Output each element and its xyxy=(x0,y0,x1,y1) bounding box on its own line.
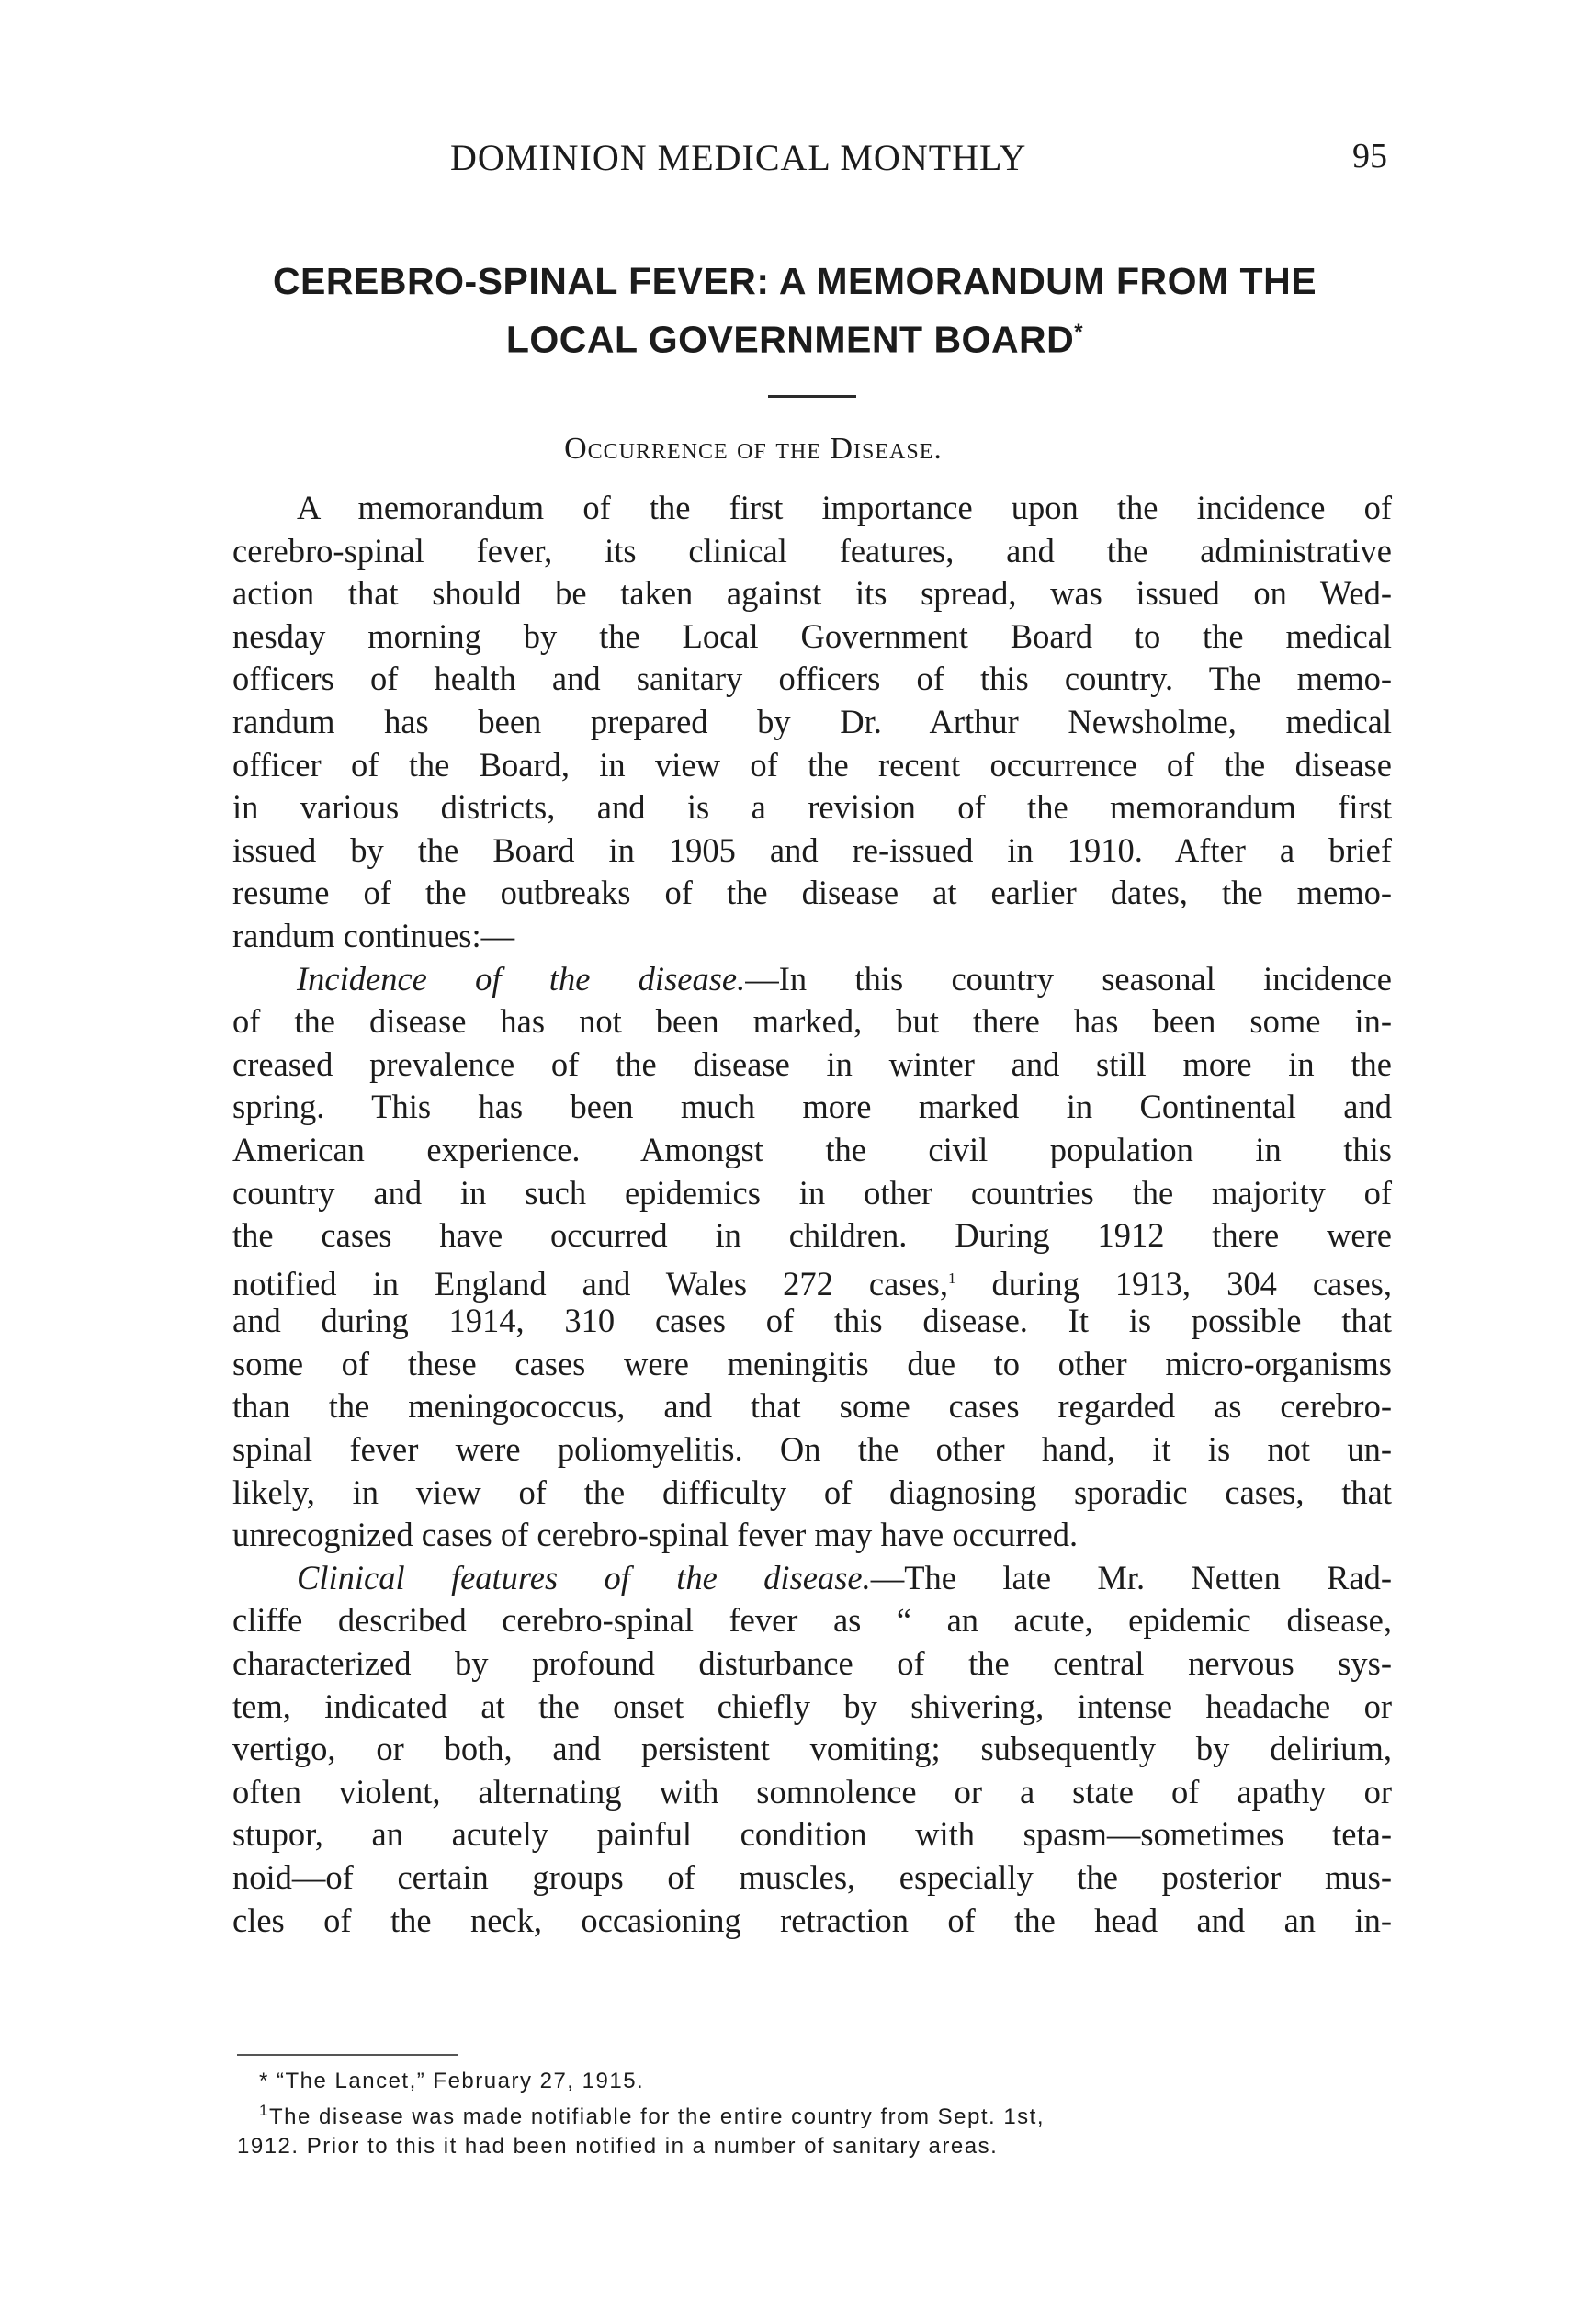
body-line: spinal fever were poliomyelitis. On the other hand, it is not un- xyxy=(232,1430,1392,1469)
subsection-heading-incidence: Incidence of the disease. xyxy=(297,959,746,998)
body-line: of the disease has not been marked, but there has been some in- xyxy=(232,1002,1392,1041)
article-title-line-2 xyxy=(248,307,1341,366)
footnote-star: * “The Lancet,” February 27, 1915. xyxy=(259,2069,645,2093)
body-line: resume of the outbreaks of the disease at earlier dates, the memo- xyxy=(232,874,1392,912)
body-line-text: —The late Mr. Netten Rad- xyxy=(870,1558,1392,1596)
body-line: noid—of certain groups of muscles, especially the posterior mus- xyxy=(232,1858,1392,1896)
page-number: 95 xyxy=(1352,137,1387,175)
body-line: nesday morning by the Local Government Board to the medical xyxy=(232,616,1392,655)
body-line xyxy=(232,958,1392,1001)
body-line: than the meningococcus, and that some cases regarded as cerebro- xyxy=(232,1387,1392,1426)
footnotes xyxy=(237,2067,1413,2161)
body-line: and during 1914, 310 cases of this disease. It is possible that xyxy=(232,1302,1392,1340)
body-line: often violent, alternating with somnolence or a state of apathy or xyxy=(232,1772,1392,1811)
body-line: in various districts, and is a revision of the memorandum first xyxy=(232,788,1392,827)
body-line-text: during 1913, 304 cases, xyxy=(955,1264,1392,1303)
article-body xyxy=(232,487,1392,1942)
body-line: randum has been prepared by Dr. Arthur Newsholme, medical xyxy=(232,702,1392,740)
article-title-line-1: CEREBRO-SPINAL FEVER: A MEMORANDUM FROM THE xyxy=(272,260,1317,302)
body-line: vertigo, or both, and persistent vomiting; subsequently by delirium, xyxy=(232,1730,1392,1768)
body-line xyxy=(232,1557,1392,1600)
title-footnote-mark: * xyxy=(1074,320,1084,344)
footnote-divider xyxy=(237,2054,458,2056)
subsection-heading-clinical: Clinical features of the disease. xyxy=(297,1558,871,1596)
body-line: cerebro-spinal fever, its clinical features, and the administrative xyxy=(232,531,1392,570)
body-line: some of these cases were meningitis due to other micro-organisms xyxy=(232,1344,1392,1382)
title-divider-rule xyxy=(768,395,856,398)
body-line: likely, in view of the difficulty of diagnosing sporadic cases, that xyxy=(232,1472,1392,1511)
body-line: spring. This has been much more marked in Continental and xyxy=(232,1088,1392,1126)
article-title-line-2-text: LOCAL GOVERNMENT BOARD xyxy=(505,318,1075,361)
body-line: cliffe described cerebro-spinal fever as “ an acute, epidemic disease, xyxy=(232,1601,1392,1640)
body-line: officer of the Board, in view of the recent occurrence of the disease xyxy=(232,745,1392,784)
body-line: country and in such epidemics in other countries the majority of xyxy=(232,1173,1392,1212)
body-line xyxy=(232,1258,1392,1301)
body-line: stupor, an acutely painful condition with spasm—sometimes teta- xyxy=(232,1815,1392,1854)
journal-title: DOMINION MEDICAL MONTHLY xyxy=(450,137,1027,178)
body-line: creased prevalence of the disease in winter and still more in the xyxy=(232,1044,1392,1083)
body-line: tem, indicated at the onset chiefly by shivering, intense headache or xyxy=(232,1687,1392,1725)
body-line: cles of the neck, occasioning retraction of the head and an in- xyxy=(232,1901,1392,1939)
footnote-ref-1: 1 xyxy=(948,1269,956,1287)
running-header xyxy=(239,136,1387,191)
body-line: characterized by profound disturbance of the central nervous sys- xyxy=(232,1644,1392,1683)
article-title xyxy=(248,255,1341,366)
body-line: A memorandum of the first importance upon the incidence of xyxy=(297,489,1392,526)
body-line: the cases have occurred in children. During 1912 there were xyxy=(232,1216,1392,1255)
body-line-text: —In this country seasonal incidence xyxy=(745,959,1392,998)
body-line: action that should be taken against its spread, was issued on Wed- xyxy=(232,574,1392,613)
footnote-1-mark: 1 xyxy=(259,2102,269,2119)
body-line: issued by the Board in 1905 and re-issued in 1910. After a brief xyxy=(232,830,1392,869)
footnote-1-text: The disease was made notifiable for the entire country from Sept. 1st, xyxy=(268,2104,1045,2129)
footnote-1-line-2: 1912. Prior to this it had been notified in a number of sanitary areas. xyxy=(237,2134,999,2159)
body-line: unrecognized cases of cerebro-spinal fever may have occurred. xyxy=(232,1516,1079,1554)
body-line: officers of health and sanitary officers of this country. The memo- xyxy=(232,660,1392,698)
footnote-1-line-1 xyxy=(237,2096,1413,2132)
body-line-text: notified in England and Wales 272 cases, xyxy=(232,1264,949,1303)
section-heading: Occurrence of the Disease. xyxy=(564,432,943,466)
body-line: randum continues:— xyxy=(232,916,515,954)
body-line: American experience. Amongst the civil population in this xyxy=(232,1130,1392,1168)
